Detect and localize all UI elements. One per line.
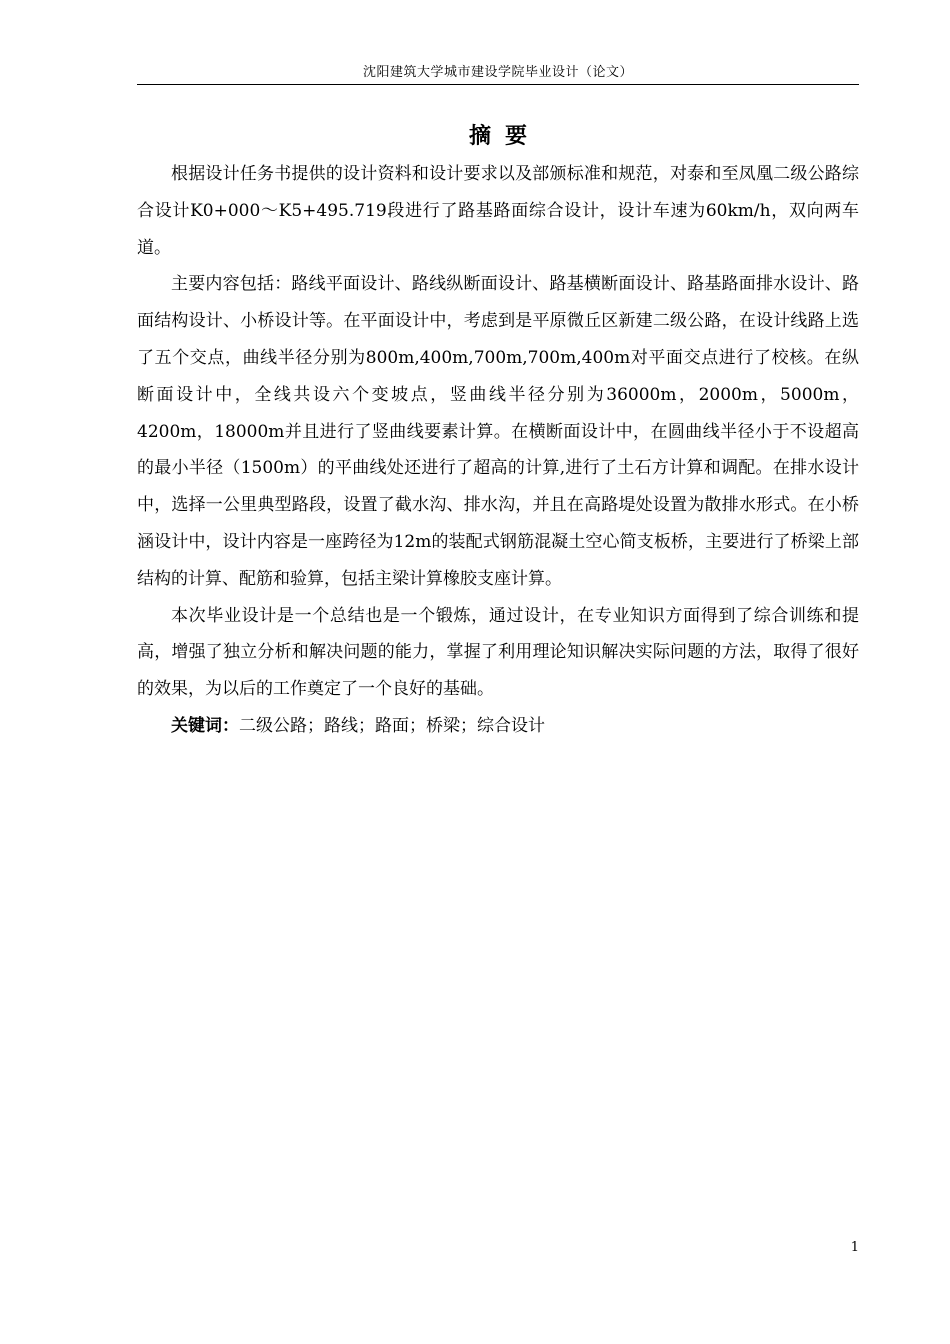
abstract-title: 摘要 <box>468 123 541 149</box>
abstract-body <box>137 156 859 745</box>
running-header: 沈阳建筑大学城市建设学院毕业设计（论文） <box>362 65 633 80</box>
keywords-label: 关键词： <box>171 715 239 736</box>
abstract-paragraph-3: 本次毕业设计是一个总结也是一个锻炼，通过设计，在专业知识方面得到了综合训练和提高，增强了独立分析和解决问题的能力，掌握了利用理论知识解决实际问题的方法，取得了很好的效果，为以后的工作奠定了一个良好的基础。 <box>137 605 859 700</box>
header-rule <box>137 84 859 85</box>
page-number: 1 <box>850 1240 859 1255</box>
abstract-paragraph-1: 根据设计任务书提供的设计资料和设计要求以及部颁标准和规范，对泰和至凤凰二级公路综合设计K0+000～K5+495.719段进行了路基路面综合设计，设计车速为60km/h，双向两车道。 <box>137 164 859 258</box>
abstract-paragraph-2: 主要内容包括：路线平面设计、路线纵断面设计、路基横断面设计、路基路面排水设计、路面结构设计、小桥设计等。在平面设计中，考虑到是平原微丘区新建二级公路，在设计线路上选了五个交点，曲线半径分别为800m,400m,700m,700m,400m对平面交点进行了校核。在纵断面设计中，全线共设六个变坡点，竖曲线半径分别为36000m，2000m，5000m，4200m，18000m并且进行了竖曲线要素计算。在横断面设计中，在圆曲线半径小于不设超高的最小半径（1500m）的平曲线处还进行了超高的计算,进行了土石方计算和调配。在排水设计中，选择一公里典型路段，设置了截水沟、排水沟，并且在高路堤处设置为散排水形式。在小桥涵设计中，设计内容是一座跨径为12m的装配式钢筋混凝土空心简支板桥，主要进行了桥梁上部结构的计算、配筋和验算，包括主梁计算橡胶支座计算。 <box>137 274 859 589</box>
keywords-line <box>137 708 859 745</box>
keywords-value: 二级公路；路线；路面；桥梁；综合设计 <box>239 715 545 736</box>
